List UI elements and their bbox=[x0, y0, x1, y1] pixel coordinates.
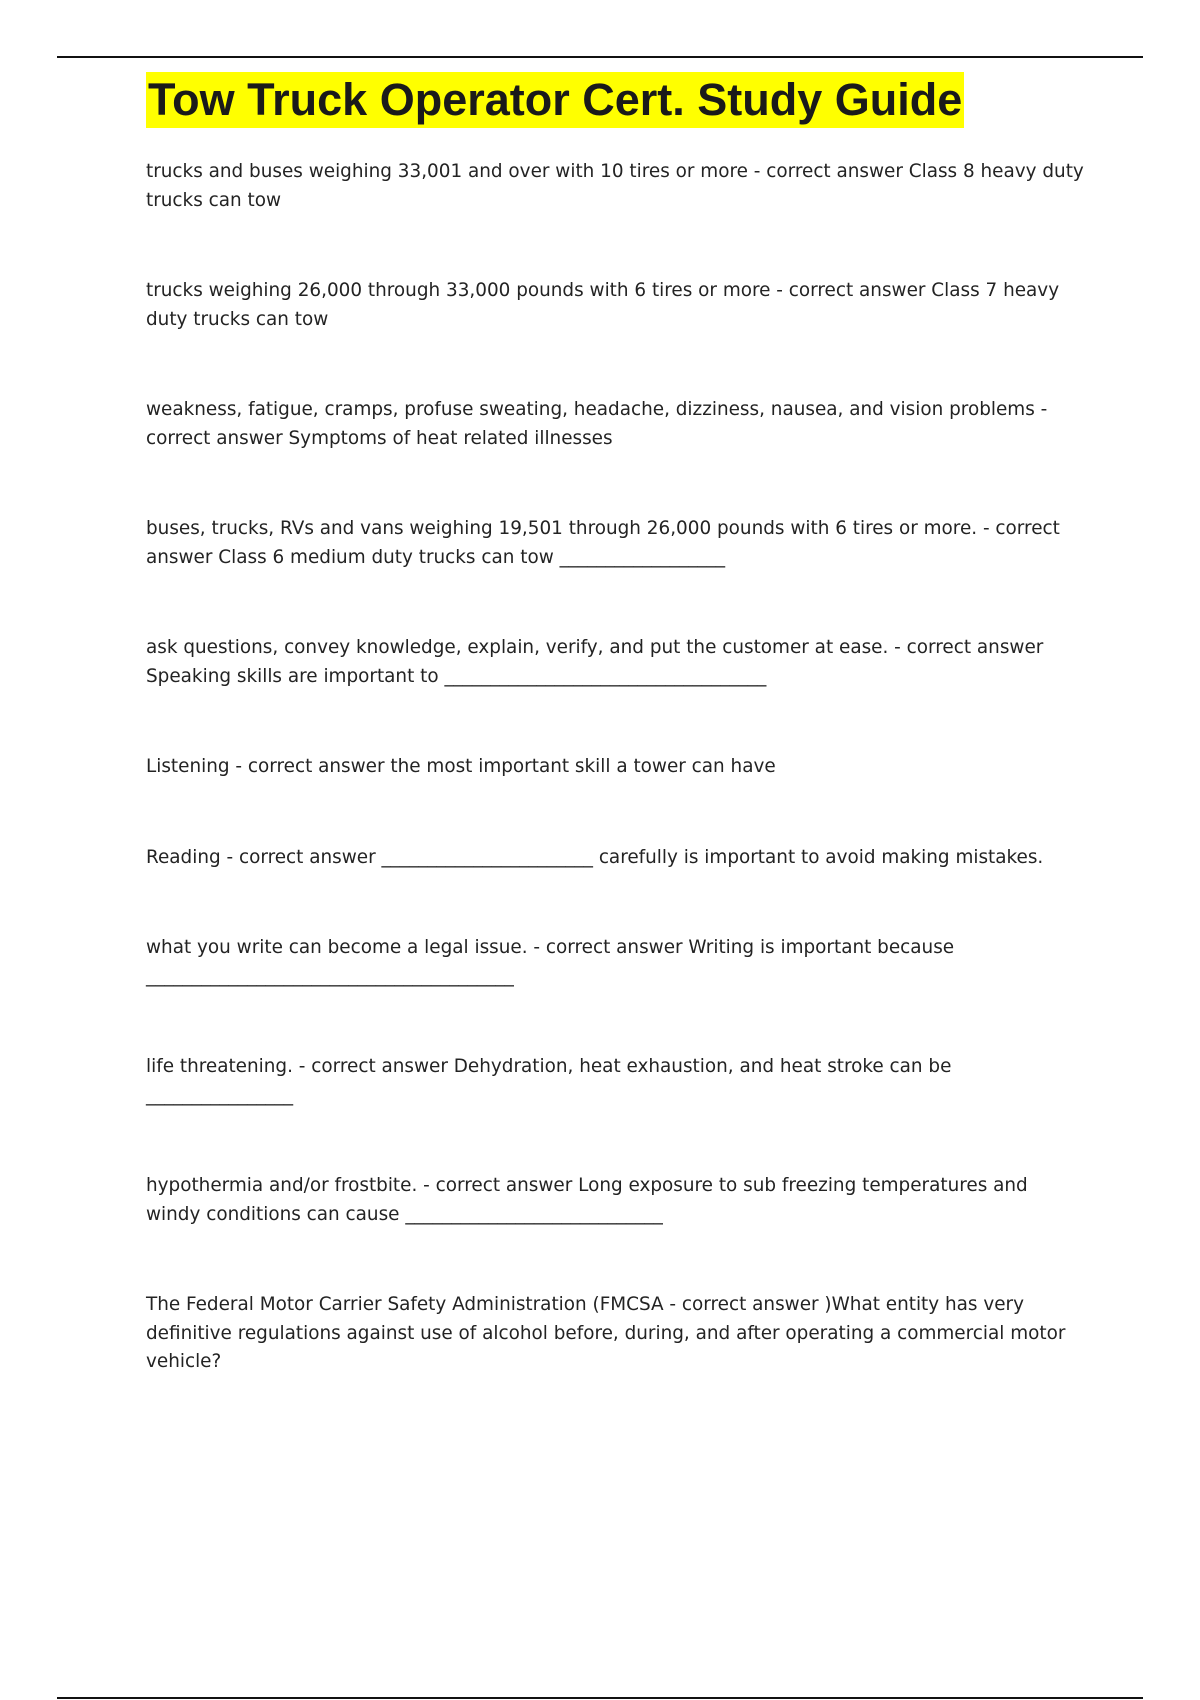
qa-item-4: buses, trucks, RVs and vans weighing 19,501 through 26,000 pounds with 6 tires or more. - correct answer Class 6 medium duty trucks can tow __________________ bbox=[146, 518, 1060, 568]
qa-item-1: trucks and buses weighing 33,001 and over with 10 tires or more - correct answer Class 8 heavy duty trucks can tow bbox=[146, 161, 1084, 211]
qa-list bbox=[146, 158, 1086, 1377]
title-wrap bbox=[146, 72, 1086, 128]
qa-item-6: Listening - correct answer the most important skill a tower can have bbox=[146, 756, 776, 777]
qa-item-7: Reading - correct answer _______________________ carefully is important to avoid making mistakes. bbox=[146, 846, 1044, 868]
qa-item-9: life threatening. - correct answer Dehydration, heat exhaustion, and heat stroke can be ________________ bbox=[146, 1056, 952, 1106]
top-rule bbox=[57, 56, 1143, 58]
qa-item-2: trucks weighing 26,000 through 33,000 pounds with 6 tires or more - correct answer Class 7 heavy duty trucks can tow bbox=[146, 280, 1060, 330]
qa-item-8: what you write can become a legal issue. - correct answer Writing is important because ________________________________________ bbox=[146, 937, 955, 987]
qa-item-10: hypothermia and/or frostbite. - correct answer Long exposure to sub freezing temperatures and windy conditions can cause ____________________________ bbox=[146, 1175, 1028, 1225]
qa-item-5: ask questions, convey knowledge, explain, verify, and put the customer at ease. - correct answer Speaking skills are important to ___________________________________ bbox=[146, 637, 1044, 687]
qa-item-3: weakness, fatigue, cramps, profuse sweating, headache, dizziness, nausea, and vision problems - correct answer Symptoms of heat related illnesses bbox=[146, 399, 1048, 449]
document-title: Tow Truck Operator Cert. Study Guide bbox=[146, 72, 964, 128]
qa-item-11: The Federal Motor Carrier Safety Administration (FMCSA - correct answer )What entity has very definitive regulations against use of alcohol before, during, and after operating a commercial motor vehicle? bbox=[146, 1294, 1066, 1372]
document-body bbox=[146, 72, 1086, 1377]
bottom-rule bbox=[57, 1697, 1143, 1699]
